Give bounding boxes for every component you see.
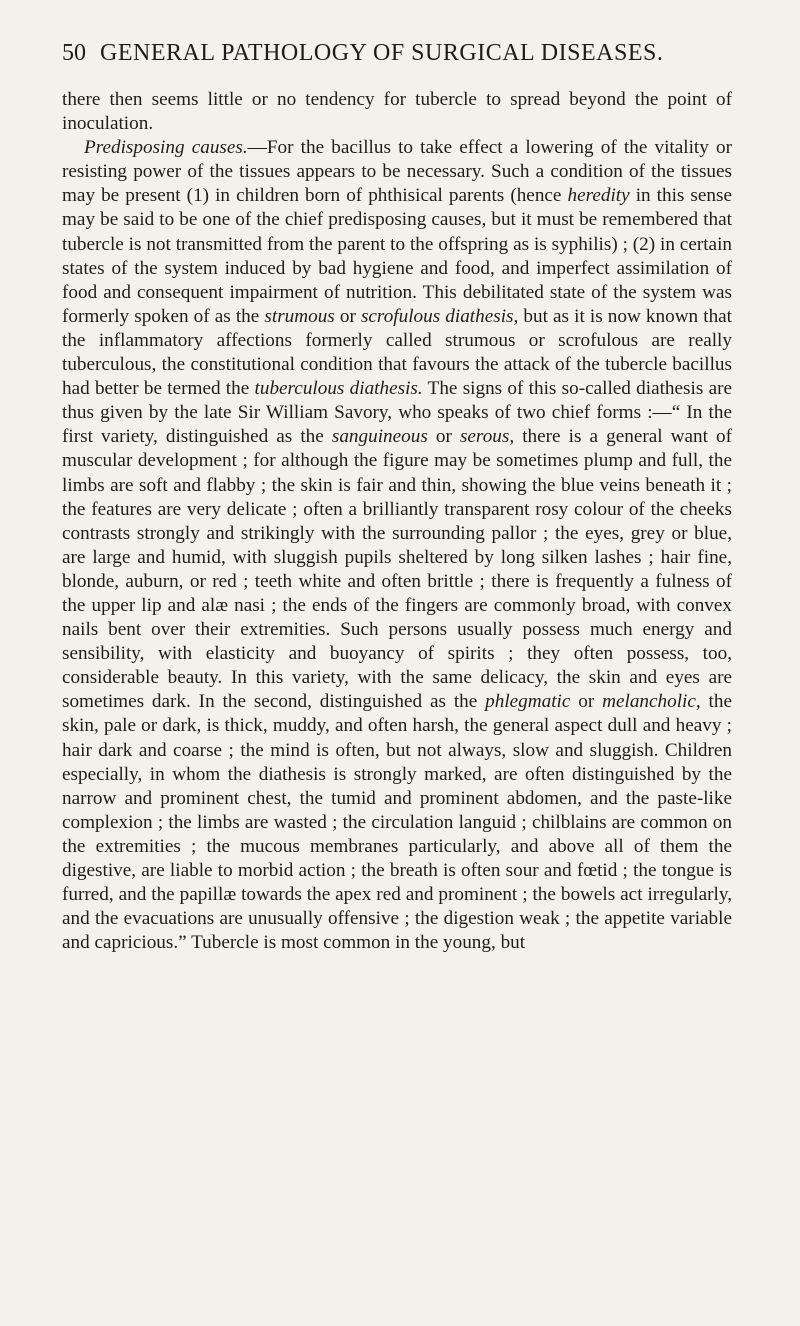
- text-run: the skin, pale or dark, is thick, muddy, and often harsh, the general aspect dull and heavy ; hair dark and coarse ; the mind is often, but not always, slow and sluggish. Children especially, in whom the diathesis is strongly marked, are often distinguished by the narrow and prominent chest, the tumid and prominent abdomen, and the paste-like complexion ; the limbs are wasted ; the circulation languid ; chilblains are common on the extremities ; the mucous membranes particularly, and above all of them the digestive, are liable to morbid action ; the breath is often sour and fœtid ; the tongue is furred, and the papillæ towards the apex red and prominent ; the bowels act irregularly, and the evacuations are unusually offensive ; the digestion weak ; the appetite variable and capricious.” Tubercle is most common in the young, but: [62, 691, 732, 954]
- italic-term: tuberculous diathesis.: [254, 378, 423, 400]
- text-run: or: [427, 426, 460, 448]
- italic-term: melancholic,: [602, 691, 701, 713]
- text-run: but as it is now known that the inflammatory affections formerly called strumous or scrofulous are really tuberculous, the constitutional condition that favours the attack of the tubercle bacillus had better be termed the: [62, 305, 733, 400]
- text-run: there is a general want of muscular development ; for although the figure may be sometimes plump and full, the limbs are soft and flabby ; the skin is fair and thin, showing the blue veins beneath it ; the features are very delicate ; often a brilliantly transparent rosy colour of the cheeks contrasts strongly and strikingly with the surrounding pallor ; the eyes, grey or blue, are large and humid, with sluggish pupils sheltered by long silken lashes ; hair fine, blonde, auburn, or red ; teeth white and often brittle ; there is frequently a fulness of the upper lip and alæ nasi ; the ends of the fingers are commonly broad, with convex nails bent over their extremities. Such persons usually possess much energy and sensibility, with elasticity and buoyancy of spirits ; they often possess, too, considerable beauty. In this variety, with the same delicacy, the skin and eyes are sometimes dark. In the second, distinguished as the: [62, 426, 733, 713]
- running-header: [62, 40, 732, 67]
- paragraph-2: [62, 136, 732, 955]
- italic-term: strumous: [264, 305, 335, 327]
- italic-term: heredity: [567, 185, 630, 207]
- text-run: or: [334, 305, 361, 327]
- italic-term: Predisposing causes.: [84, 137, 248, 159]
- body-text: [62, 88, 732, 955]
- running-title: GENERAL PATHOLOGY OF SURGICAL DISEASES.: [100, 40, 664, 66]
- italic-term: scrofulous diathesis,: [360, 305, 519, 327]
- italic-term: sanguineous: [331, 426, 428, 448]
- italic-term: phlegmatic: [485, 691, 571, 713]
- text-run: —For the bacillus to take effect a lowering of the vitality or resisting power of the tissues appears to be necessary. Such a condition of the tissues may be present (1) in children born of phthisical parents (hence: [62, 137, 732, 207]
- italic-term: serous,: [459, 426, 515, 448]
- text-run: The signs of this so-called diathesis are thus given by the late Sir William Savory, who speaks of two chief forms :—“ In the first variety, distinguished as the: [62, 378, 732, 448]
- paragraph-1: [62, 88, 732, 136]
- text-run: or: [570, 691, 603, 713]
- page-number: 50: [62, 40, 86, 66]
- text-run: there then seems little or no tendency for tubercle to spread beyond the point of inoculation.: [62, 89, 732, 135]
- text-run: in this sense may be said to be one of the chief predisposing causes, but it must be remembered that tubercle is not transmitted from the parent to the offspring as is syphilis) ; (2) in certain states of the system induced by bad hygiene and food, and imperfect assimilation of food and consequent impairment of nutrition. This debilitated state of the system was formerly spoken of as the: [62, 185, 732, 327]
- book-page: [62, 40, 732, 955]
